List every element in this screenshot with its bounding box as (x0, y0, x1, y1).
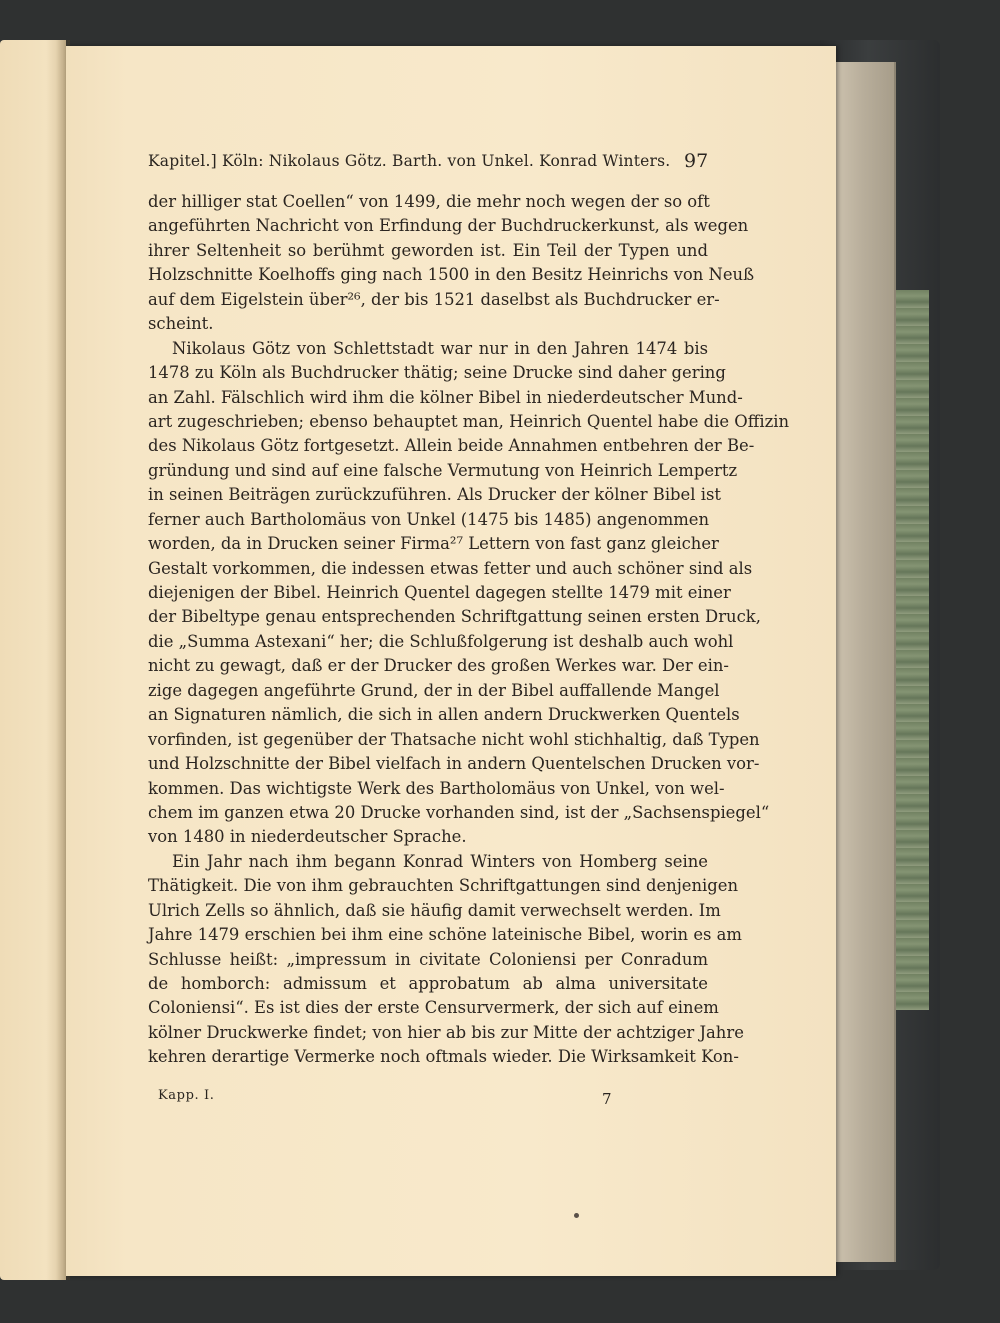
text-line: die „Summa Astexani“ her; die Schlußfolgerung ist deshalb auch wohl (148, 631, 734, 651)
text-line: Thätigkeit. Die von ihm gebrauchten Schriftgattungen sind denjenigen (148, 876, 739, 896)
text-line: der Bibeltype genau entsprechenden Schriftgattung seinen ersten Druck, (148, 607, 761, 627)
running-head: Kapitel.] Köln: Nikolaus Götz. Barth. von Unkel. Konrad Winters. (148, 152, 671, 170)
text-line: auf dem Eigelstein über²⁶, der bis 1521 daselbst als Buchdrucker er- (148, 289, 720, 309)
text-line: angeführten Nachricht von Erfindung der Buchdruckerkunst, als wegen (148, 216, 749, 236)
body-text (148, 190, 790, 1070)
text-line: ferner auch Bartholomäus von Unkel (1475 bis 1485) angenommen (148, 509, 710, 529)
ink-speck (574, 1213, 579, 1218)
signature-mark: Kapp. I. (158, 1088, 215, 1103)
text-line: Gestalt vorkommen, die indessen etwas fetter und auch schöner sind als (148, 558, 753, 578)
text-line: Nikolaus Götz von Schlettstadt war nur in den Jahren 1474 bis (172, 338, 708, 358)
text-line: in seinen Beiträgen zurückzuführen. Als Drucker der kölner Bibel ist (148, 485, 721, 505)
text-line: chem im ganzen etwa 20 Drucke vorhanden sind, ist der „Sachsenspiegel“ (148, 802, 770, 822)
text-line: diejenigen der Bibel. Heinrich Quentel dagegen stellte 1479 mit einer (148, 583, 731, 602)
sheet-number: 7 (602, 1090, 612, 1108)
text-line: ihrer Seltenheit so berühmt geworden ist. Ein Teil der Typen und (148, 240, 708, 260)
text-line: de homborch: admissum et approbatum ab alma universitate (148, 974, 708, 993)
text-line: 1478 zu Köln als Buchdrucker thätig; seine Drucke sind daher gering (148, 363, 726, 383)
text-line: vorfinden, ist gegenüber der Thatsache nicht wohl stichhaltig, daß Typen (148, 729, 760, 749)
text-line: von 1480 in niederdeutscher Sprache. (148, 827, 467, 847)
page-number: 97 (684, 150, 709, 172)
text-line: scheint. (148, 314, 214, 334)
text-line: gründung und sind auf eine falsche Vermutung von Heinrich Lempertz (148, 460, 738, 480)
text-line: art zugeschrieben; ebenso behauptet man, Heinrich Quentel habe die Offizin (148, 411, 790, 431)
text-line: nicht zu gewagt, daß er der Drucker des großen Werkes war. Der ein- (148, 656, 729, 676)
text-line: kommen. Das wichtigste Werk des Bartholomäus von Unkel, von wel- (148, 778, 725, 798)
text-line: und Holzschnitte der Bibel vielfach in andern Quentelschen Drucken vor- (148, 754, 760, 774)
page-stack-edge (832, 62, 896, 1262)
marbled-cover-edge (893, 290, 929, 1010)
text-line: zige dagegen angeführte Grund, der in der Bibel auffallende Mangel (148, 680, 720, 700)
text-line: kölner Druckwerke findet; von hier ab bis zur Mitte der achtziger Jahre (148, 1022, 744, 1042)
text-line: Jahre 1479 erschien bei ihm eine schöne lateinische Bibel, worin es am (148, 925, 742, 945)
text-line: an Signaturen nämlich, die sich in allen andern Druckwerken Quentels (148, 705, 740, 725)
text-line: an Zahl. Fälschlich wird ihm die kölner Bibel in niederdeutscher Mund- (148, 387, 743, 407)
text-line: Coloniensi“. Es ist dies der erste Censurvermerk, der sich auf einem (148, 998, 719, 1018)
text-line: worden, da in Drucken seiner Firma²⁷ Lettern von fast ganz gleicher (148, 534, 719, 554)
text-line: kehren derartige Vermerke noch oftmals wieder. Die Wirksamkeit Kon- (148, 1047, 739, 1067)
text-line: Ein Jahr nach ihm begann Konrad Winters von Homberg seine (172, 851, 708, 871)
text-line: Schlusse heißt: „impressum in civitate Coloniensi per Conradum (148, 949, 708, 969)
text-line: Holzschnitte Koelhoffs ging nach 1500 in den Besitz Heinrichs von Neuß (148, 265, 755, 285)
text-line: der hilliger stat Coellen“ von 1499, die mehr noch wegen der so oft (148, 192, 710, 211)
text-line: Ulrich Zells so ähnlich, daß sie häufig damit verwechselt werden. Im (148, 900, 721, 920)
text-line: des Nikolaus Götz fortgesetzt. Allein beide Annahmen entbehren der Be- (148, 436, 755, 456)
